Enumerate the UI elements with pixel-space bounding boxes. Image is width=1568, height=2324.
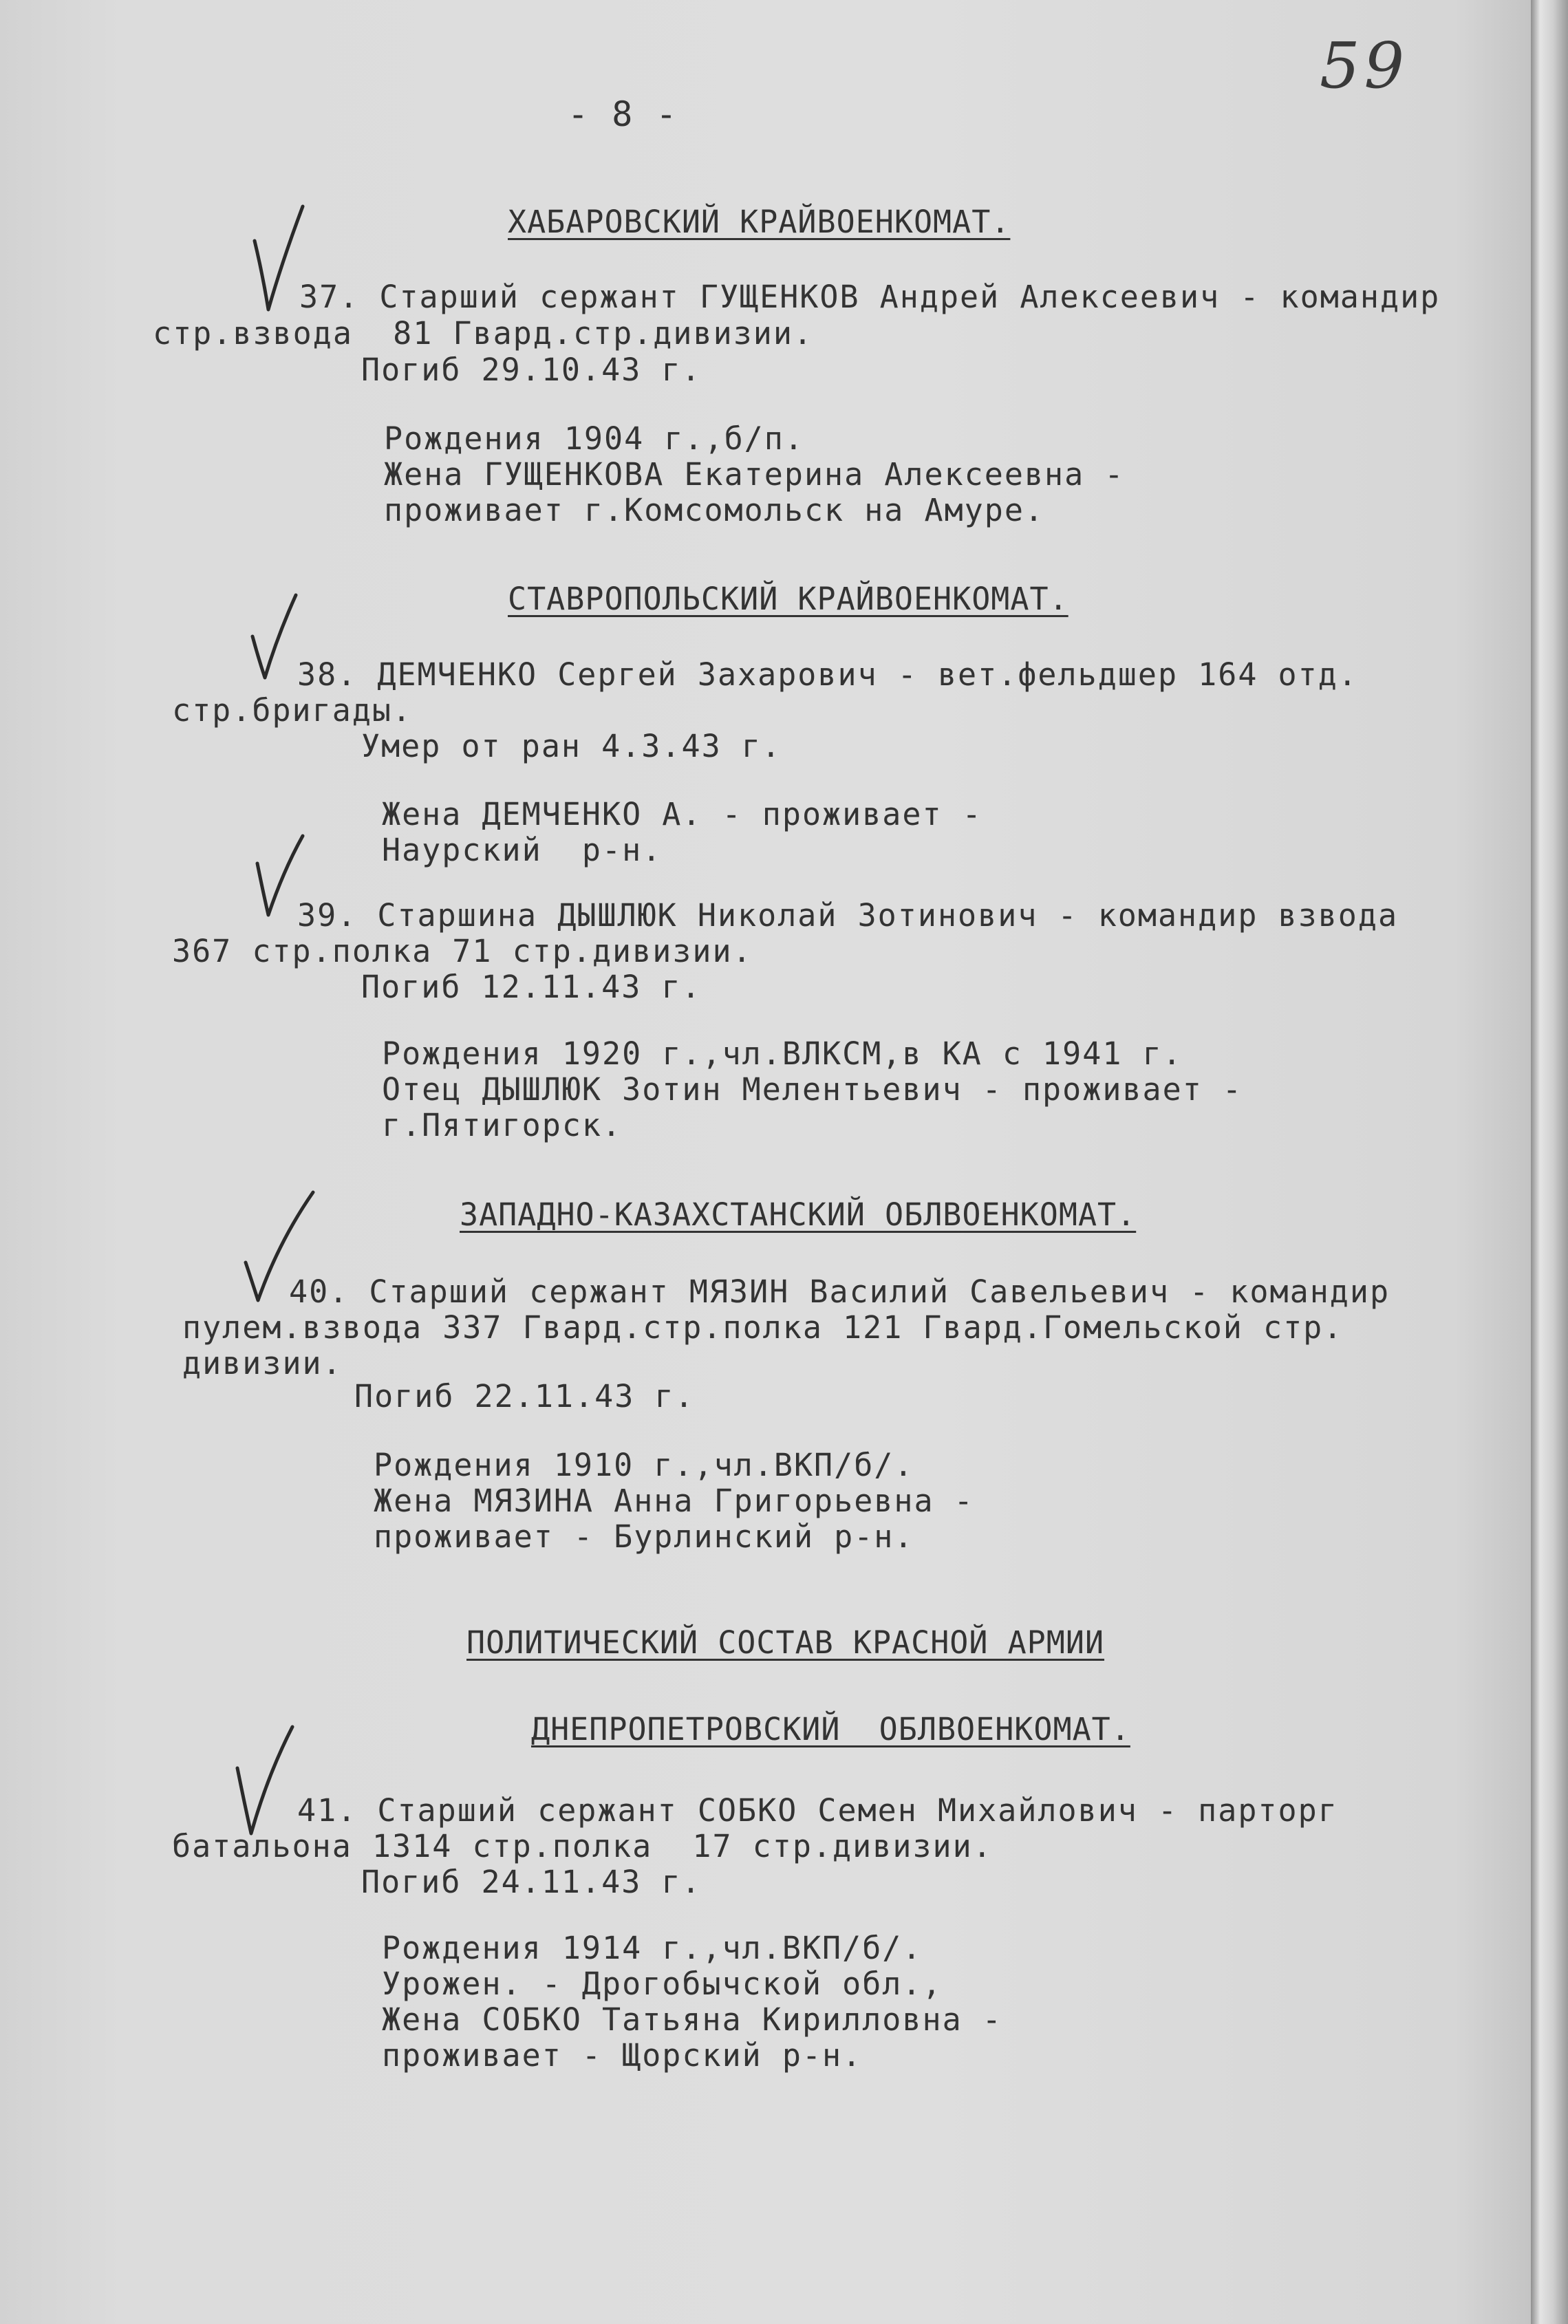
entry-detail: Рождения 1910 г.,чл.ВКП/б/. [374,1447,914,1483]
entry-detail: Наурский р-н. [382,832,663,868]
entry-detail: проживает - Бурлинский р-н. [374,1518,914,1555]
entry-line: 38. ДЕМЧЕНКО Сергей Захарович - вет.фельдшер 164 отд. [297,656,1358,693]
section-heading: ХАБАРОВСКИЙ КРАЙВОЕНКОМАТ. [508,204,1011,240]
entry-detail: Жена СОБКО Татьяна Кирилловна - [382,2001,1002,2038]
check-mark-icon [244,588,320,691]
entry-detail: Жена ГУЩЕНКОВА Екатерина Алексеевна - [384,456,1125,493]
entry-death: Погиб 29.10.43 г. [361,352,702,388]
entry-line: 39. Старшина ДЫШЛЮК Николай Зотинович - командир взвода [297,897,1399,934]
page-edge [1531,0,1568,2324]
entry-death: Погиб 22.11.43 г. [354,1378,695,1414]
entry-line: батальона 1314 стр.полка 17 стр.дивизии. [172,1828,993,1864]
entry-detail: Рождения 1920 г.,чл.ВЛКСМ,в КА с 1941 г. [382,1035,1183,1072]
entry-death: Погиб 12.11.43 г. [361,969,702,1005]
entry-detail: Рождения 1914 г.,чл.ВКП/б/. [382,1930,923,1966]
section-heading: СТАВРОПОЛЬСКИЙ КРАЙВОЕНКОМАТ. [508,581,1068,617]
section-heading: ПОЛИТИЧЕСКИЙ СОСТАВ КРАСНОЙ АРМИИ [466,1624,1105,1661]
entry-line: 367 стр.полка 71 стр.дивизии. [172,933,753,969]
entry-death: Погиб 24.11.43 г. [361,1864,702,1900]
entry-detail: Жена ДЕМЧЕНКО А. - проживает - [382,796,982,832]
entry-detail: г.Пятигорск. [382,1107,623,1143]
check-mark-icon [230,1720,306,1840]
check-mark-icon [237,1187,327,1307]
check-mark-icon [248,829,323,925]
page-number: - 8 - [568,94,678,134]
entry-detail: проживает г.Комсомольск на Амуре. [384,492,1045,528]
section-subheading: ДНЕПРОПЕТРОВСКИЙ ОБЛВОЕНКОМАТ. [531,1711,1130,1747]
entry-detail: Рождения 1904 г.,б/п. [384,420,804,457]
entry-line: пулем.взвода 337 Гвард.стр.полка 121 Гвард.Гомельской стр. [182,1309,1344,1346]
entry-line: 37. Старший сержант ГУЩЕНКОВ Андрей Алексеевич - командир [299,279,1441,315]
entry-line: дивизии. [182,1345,343,1381]
entry-line: стр.бригады. [172,692,413,729]
entry-detail: Жена МЯЗИНА Анна Григорьевна - [374,1483,974,1519]
entry-detail: проживает - Щорский р-н. [382,2037,863,2074]
entry-detail: Урожен. - Дрогобычской обл., [382,1966,943,2002]
entry-line: стр.взвода 81 Гвард.стр.дивизии. [153,315,814,352]
entry-detail: Отец ДЫШЛЮК Зотин Мелентьевич - проживает - [382,1071,1243,1108]
entry-line: 41. Старший сержант СОБКО Семен Михайлович - парторг [297,1792,1338,1829]
entry-line: 40. Старший сержант МЯЗИН Василий Савельевич - командир [289,1273,1390,1310]
handwritten-page-number: 59 [1320,29,1409,103]
entry-death: Умер от ран 4.3.43 г. [361,728,782,764]
section-heading: ЗАПАДНО-КАЗАХСТАНСКИЙ ОБЛВОЕНКОМАТ. [460,1196,1137,1233]
check-mark-icon [248,200,323,323]
